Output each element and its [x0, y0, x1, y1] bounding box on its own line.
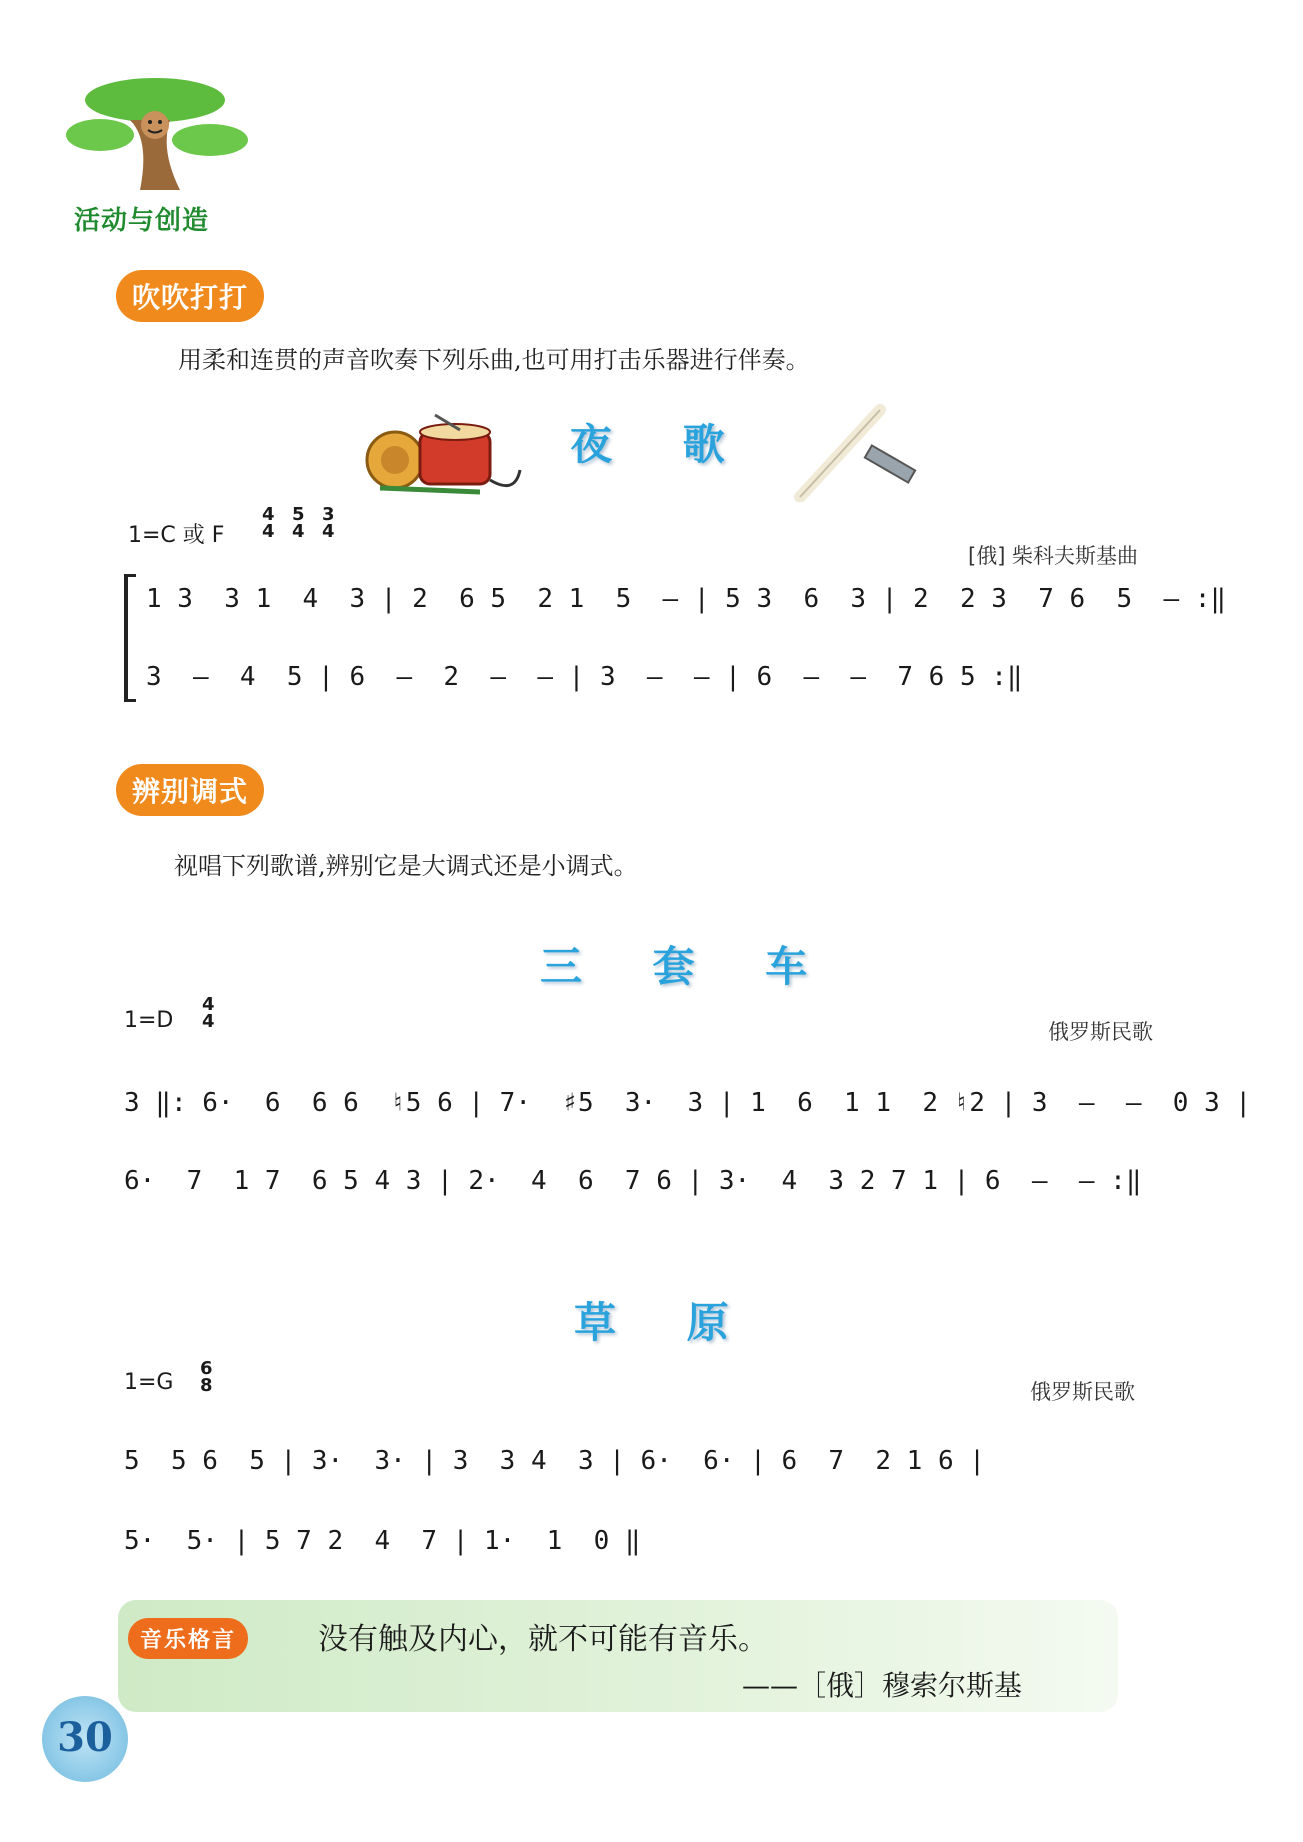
music-motto-label: 音乐格言 — [128, 1618, 248, 1659]
section-header-title: 活动与创造 — [74, 206, 210, 236]
song3-score-line-1: 5 5 6 5 | 3· 3· | 3 3 4 3 | 6· 6· | 6 7 2 1 6 | — [124, 1446, 985, 1476]
activity2-instruction: 视唱下列歌谱,辨别它是大调式还是小调式。 — [174, 852, 638, 880]
song1-score-line-1: 1 3 3 1 4 3 | 2 6 5 2 1 5 – | 5 3 6 3 | 2 2 3 7 6 5 – :‖ — [146, 584, 1227, 614]
song3-time-signature: 6 8 — [200, 1358, 213, 1396]
song-title-grassland: 草 原 — [574, 1298, 757, 1347]
activity1-instruction: 用柔和连贯的声音吹奏下列乐曲,也可用打击乐器进行伴奏。 — [178, 346, 810, 374]
music-motto-author: ——［俄］穆索尔斯基 — [742, 1669, 1023, 1702]
page-number: 30 — [57, 1714, 113, 1761]
song2-score-line-2: 6· 7 1 7 6 5 4 3 | 2· 4 6 7 6 | 3· 4 3 2 7 1 | 6 – – :‖ — [124, 1166, 1142, 1196]
song2-key: 1=D — [124, 1008, 174, 1033]
recorder-and-harmonica-illustration — [790, 402, 920, 502]
drum-and-gong-illustration — [360, 410, 530, 500]
song1-time-signature-5-4: 5 4 — [292, 504, 305, 542]
music-motto-text: 没有触及内心，就不可能有音乐。 — [318, 1622, 768, 1657]
song-title-night-song: 夜 歌 — [570, 420, 753, 469]
song2-score-line-1: 3 ‖: 6· 6 6 6 ♮5 6 | 7· ♯5 3· 3 | 1 6 1 1 2 ♮2 | 3 – – 0 3 | — [124, 1088, 1252, 1118]
song1-time-signature-3-4: 3 4 — [322, 504, 335, 542]
song1-score-line-2: 3 – 4 5 | 6 – 2 – – | 3 – – | 6 – – 7 6 5 :‖ — [146, 662, 1023, 692]
song1-time-signature-4-4: 4 4 — [262, 504, 275, 542]
song1-credit: [俄] 柴科夫斯基曲 — [968, 544, 1139, 568]
song-title-troika: 三 套 车 — [540, 942, 836, 991]
song2-credit: 俄罗斯民歌 — [1048, 1020, 1153, 1044]
song3-score-line-2: 5· 5· | 5 7 2 4 7 | 1· 1 0 ‖ — [124, 1526, 641, 1556]
tree-mascot-logo — [60, 60, 250, 200]
activity-label-blow-and-play: 吹吹打打 — [116, 270, 264, 322]
song3-credit: 俄罗斯民歌 — [1030, 1380, 1135, 1404]
song1-system-bracket — [124, 574, 136, 702]
activity-label-identify-mode: 辨别调式 — [116, 764, 264, 816]
song1-key: 1=C 或 F — [128, 523, 225, 548]
song2-time-signature: 4 4 — [202, 994, 215, 1032]
song3-key: 1=G — [124, 1370, 174, 1395]
